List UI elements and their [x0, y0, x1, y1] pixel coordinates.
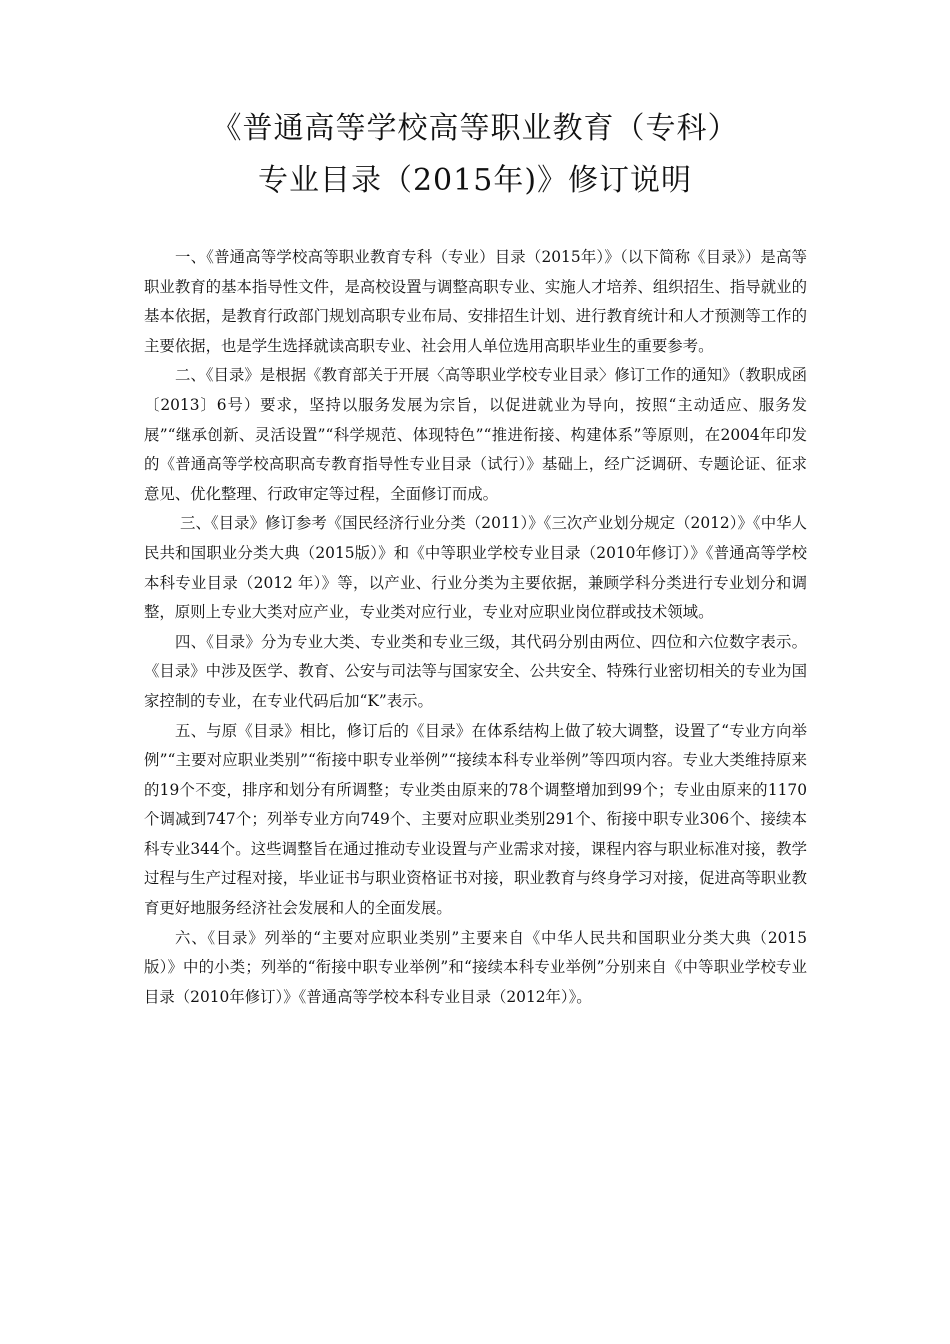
document-body [144, 243, 807, 1012]
paragraph-2: 二、《目录》是根据《教育部关于开展〈高等职业学校专业目录〉修订工作的通知》（教职成函〔2013〕6号）要求，坚持以服务发展为宗旨，以促进就业为导向，按照“主动适应、服务发展”“继承创新、灵活设置”“科学规范、体现特色”“推进衔接、构建体系”等原则，在2004年印发的《普通高等学校高职高专教育指导性专业目录（试行）》基础上，经广泛调研、专题论证、征求意见、优化整理、行政审定等过程，全面修订而成。 [144, 366, 807, 503]
document-title-line-1: 《普通高等学校高等职业教育（专科） [211, 111, 739, 146]
paragraph-4: 四、《目录》分为专业大类、专业类和专业三级，其代码分别由两位、四位和六位数字表示。《目录》中涉及医学、教育、公安与司法等与国家安全、公共安全、特殊行业密切相关的专业为国家控制的专业，在专业代码后加“K”表示。 [144, 632, 807, 710]
document-title-line-2: 专业目录（2015年)》修订说明 [257, 163, 693, 198]
paragraph-1: 一、《普通高等学校高等职业教育专科（专业）目录（2015年）》（以下简称《目录》）是高等职业教育的基本指导性文件，是高校设置与调整高职专业、实施人才培养、组织招生、指导就业的基本依据，是教育行政部门规划高职专业布局、安排招生计划、进行教育统计和人才预测等工作的主要依据，也是学生选择就读高职专业、社会用人单位选用高职毕业生的重要参考。 [144, 248, 807, 355]
paragraph-3: 三、《目录》修订参考《国民经济行业分类（2011）》《三次产业划分规定（2012）》《中华人民共和国职业分类大典（2015版）》和《中等职业学校专业目录（2010年修订）》《普通高等学校本科专业目录（2012 年）》等，以产业、行业分类为主要依据，兼顾学科分类进行专业划分和调整，原则上专业大类对应产业，专业类对应行业，专业对应职业岗位群或技术领域。 [144, 514, 807, 622]
paragraph-5: 五、与原《目录》相比，修订后的《目录》在体系结构上做了较大调整，设置了“专业方向举例”“主要对应职业类别”“衔接中职专业举例”“接续本科专业举例”等四项内容。专业大类维持原来的19个不变，排序和划分有所调整；专业类由原来的78个调整增加到99个；专业由原来的1170个调减到747个；列举专业方向749个、主要对应职业类别291个、衔接中职专业306个、接续本科专业344个。这些调整旨在通过推动专业设置与产业需求对接，课程内容与职业标准对接，教学过程与生产过程对接，毕业证书与职业资格证书对接，职业教育与终身学习对接，促进高等职业教育更好地服务经济社会发展和人的全面发展。 [144, 721, 807, 918]
paragraph-6: 六、《目录》列举的“主要对应职业类别”主要来自《中华人民共和国职业分类大典（2015版）》中的小类；列举的“衔接中职专业举例”和“接续本科专业举例”分别来自《中等职业学校专业目录（2010年修订）》《普通高等学校本科专业目录（2012年）》。 [144, 928, 807, 1006]
